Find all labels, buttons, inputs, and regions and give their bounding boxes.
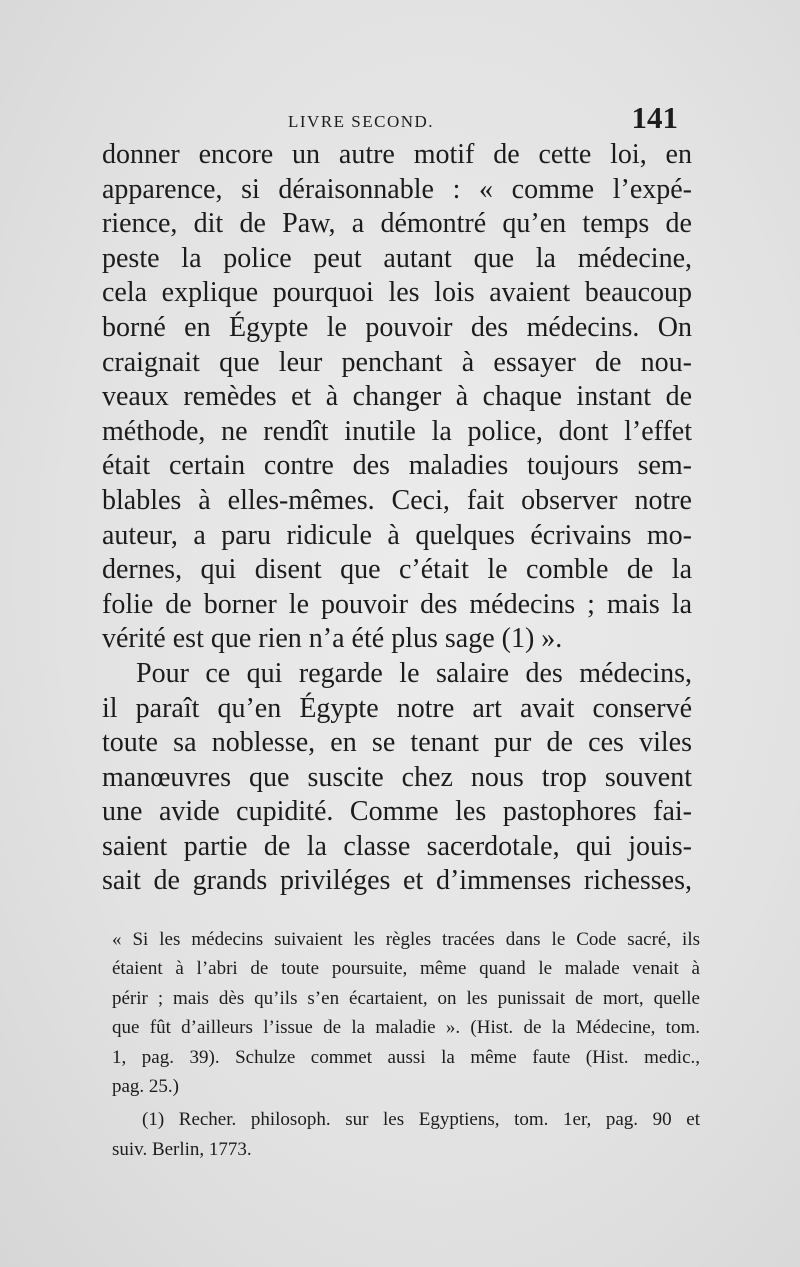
footnote-line: périr ; mais dès qu’ils s’en écartaient, on les punissait de mort, quelle [112,987,700,1009]
body-line: veaux remèdes et à changer à chaque instant de [102,381,692,413]
running-head [100,100,690,136]
body-line: dernes, qui disent que c’était le comble de la [102,554,692,586]
body-line: rience, dit de Paw, a démontré qu’en temps de [102,208,692,240]
body-line: blables à elles-mêmes. Ceci, fait observer notre [102,484,692,516]
body-text [102,138,692,899]
page-number: 141 [631,100,678,135]
body-line: auteur, a paru ridicule à quelques écrivains mo- [102,519,692,551]
footnote-line: suiv. Berlin, 1773. [112,1138,252,1160]
body-line: était certain contre des maladies toujours sem- [102,450,692,482]
body-line: vérité est que rien n’a été plus sage (1) ». [102,623,563,655]
body-line: il paraît qu’en Égypte notre art avait conservé [102,692,692,724]
footnote-line: « Si les médecins suivaient les règles tracées dans le Code sacré, ils [112,929,700,950]
footnote-line: étaient à l’abri de toute poursuite, même quand le malade venait à [112,958,700,980]
body-line: folie de borner le pouvoir des médecins ; mais la [102,588,692,620]
footnote-line: pag. 25.) [112,1075,180,1097]
body-line: méthode, ne rendît inutile la police, dont l’effet [102,415,692,447]
body-line: manœuvres que suscite chez nous trop souvent [102,761,692,793]
body-line: cela explique pourquoi les lois avaient beaucoup [102,277,692,309]
footnote-line: 1, pag. 39). Schulze commet aussi la même faute (Hist. medic., [112,1046,700,1068]
body-line: donner encore un autre motif de cette loi, en [102,139,692,170]
body-line: borné en Égypte le pouvoir des médecins. On [102,311,692,343]
body-line: peste la police peut autant que la médecine, [102,242,692,274]
running-title: LIVRE SECOND. [288,112,435,131]
footnote-line: que fût d’ailleurs l’issue de la maladie ». (Hist. de la Médecine, tom. [112,1017,700,1039]
footnotes [112,925,700,1164]
body-line: craignait que leur penchant à essayer de nou- [102,346,692,378]
body-line: apparence, si déraisonnable : « comme l’expé- [102,173,692,205]
body-line: saient partie de la classe sacerdotale, qui jouis- [102,830,692,862]
footnote-line: (1) Recher. philosoph. sur les Egyptiens, tom. 1er, pag. 90 et [142,1109,700,1131]
body-line: sait de grands priviléges et d’immenses richesses, [102,865,692,897]
body-line: toute sa noblesse, en se tenant pur de ces viles [102,727,692,759]
body-line: Pour ce qui regarde le salaire des médecins, [136,657,692,689]
body-line: une avide cupidité. Comme les pastophores fai- [102,796,692,828]
